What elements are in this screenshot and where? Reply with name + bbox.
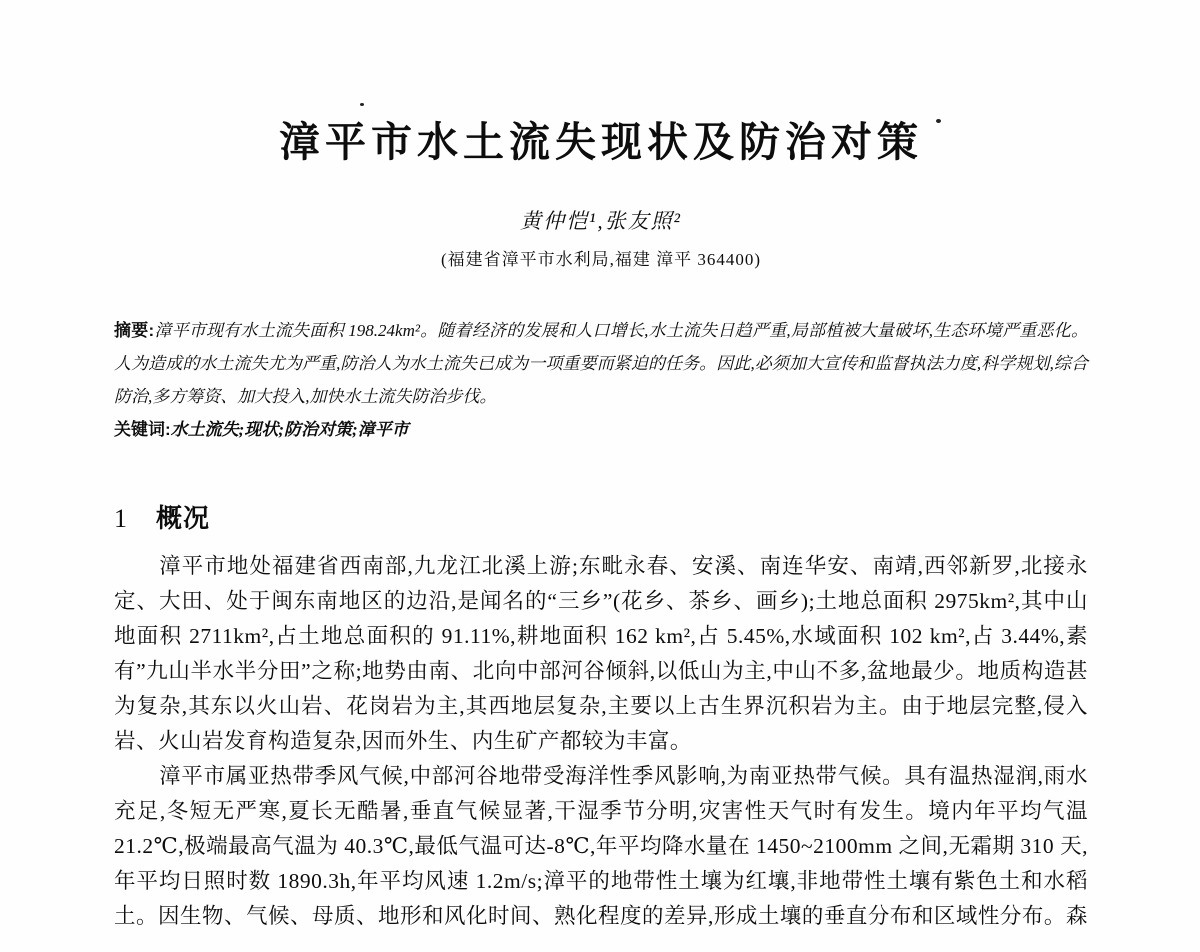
abstract (114, 314, 1088, 413)
abstract-text: 漳平市现有水土流失面积 198.24km²。随着经济的发展和人口增长,水土流失日趋严重,局部植被大量破坏,生态环境严重恶化。人为造成的水土流失尤为严重,防治人为水土流失已成为一项重要而紧迫的任务。因此,必须加大宣传和监督执法力度,科学规划,综合防治,多方筹资、加大投入,加快水土流失防治步伐。 (114, 321, 1088, 407)
keywords (114, 413, 1088, 446)
keywords-label: 关键词: (114, 420, 171, 440)
scan-speck (360, 103, 364, 106)
body-paragraph: 漳平市地处福建省西南部,九龙江北溪上游;东毗永春、安溪、南连华安、南靖,西邻新罗,北接永定、大田、处于闽东南地区的边沿,是闻名的“三乡”(花乡、茶乡、画乡);土地总面积 2975km²,其中山地面积 2711km²,占土地总面积的 91.11%,耕地面积 162 km²,占 5.45%,水域面积 102 km²,占 3.44%,素有”九山半水半分田”之称;地势由南、北向中部河谷倾斜,以低山为主,中山不多,盆地最少。地质构造甚为复杂,其东以火山岩、花岗岩为主,其西地层复杂,主要以上古生界沉积岩为主。由于地层完整,侵入岩、火山岩发育构造复杂,因而外生、内生矿产都较为丰富。 (114, 554, 1088, 754)
affiliation: (福建省漳平市水利局,福建 漳平 364400) (440, 250, 762, 270)
abstract-label: 摘要: (114, 321, 155, 341)
section-title: 概况 (156, 504, 211, 534)
paper-title: 漳平市水土流失现状及防治对策 (279, 119, 923, 165)
scan-speck (936, 119, 941, 123)
section-number: 1 (114, 504, 128, 534)
body-paragraph: 漳平市属亚热带季风气候,中部河谷地带受海洋性季风影响,为南亚热带气候。具有温热湿润,雨水充足,冬短无严寒,夏长无酷暑,垂直气候显著,干湿季节分明,灾害性天气时有发生。境内年平均气温 21.2℃,极端最高气温为 40.3℃,最低气温可达-8℃,年平均降水量在 1450~2100mm 之间,无霜期 310 天,年平均日照时数 1890.3h,年平均风速 1.2m/s;漳平的地带性土壤为红壤,非地带性土壤有紫色土和水稻土。因生物、气候、母质、地形和风化时间、熟化程度的差异,形成土壤的垂直分布和区域性分布。森 (114, 764, 1088, 929)
keywords-text: 水土流失;现状;防治对策;漳平市 (170, 420, 409, 440)
section-body (114, 549, 1088, 934)
section-heading (114, 498, 1088, 535)
authors: 黄仲恺¹,张友照² (520, 209, 682, 234)
